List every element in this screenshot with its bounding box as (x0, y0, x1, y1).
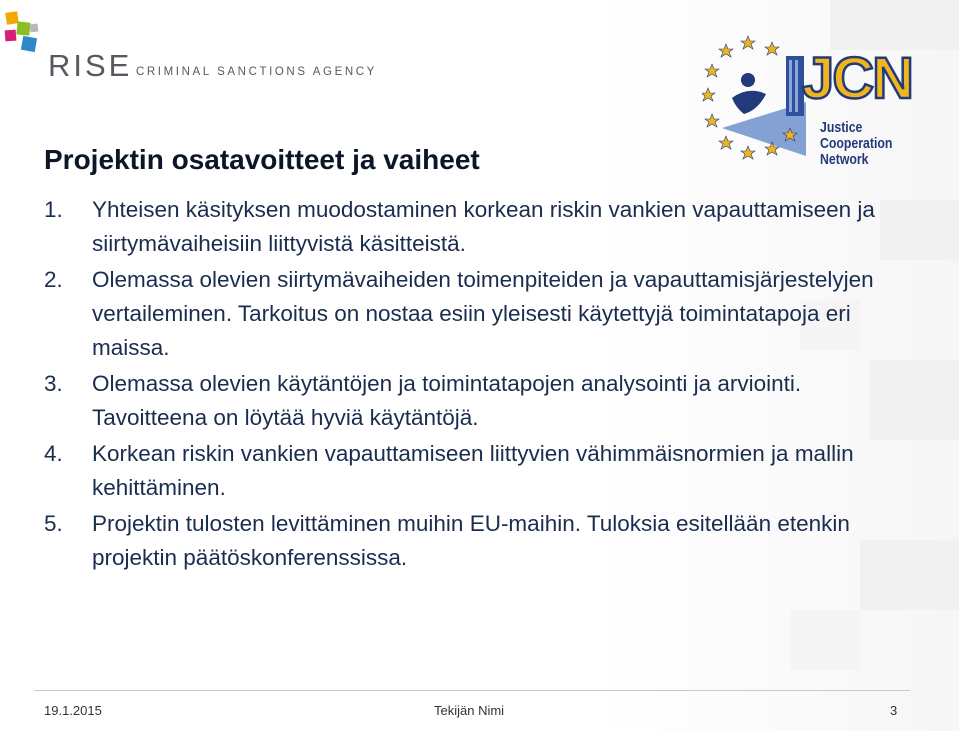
list-item-text: Olemassa olevien siirtymävaiheiden toimenpiteiden ja vapauttamisjärjestelyjen vertaileminen. Tarkoitus on nostaa esiin yleisesti käytettyjä toimintatapoja eri maissa. (92, 267, 874, 360)
list-item-text: Olemassa olevien käytäntöjen ja toimintatapojen analysointi ja arviointi. Tavoitteena on löytää hyviä käytäntöjä. (92, 371, 802, 430)
objectives-list (44, 193, 904, 577)
footer-date: 19.1.2015 (44, 703, 102, 718)
list-item-text: Korkean riskin vankien vapauttamiseen liittyvien vähimmäisnormien ja mallin kehittäminen. (92, 441, 854, 500)
list-item-number: 4. (44, 441, 63, 466)
list-item-text: Projektin tulosten levittäminen muihin EU-maihin. Tuloksia esitellään etenkin projektin päätöskonferenssissa. (92, 511, 850, 570)
jcn-subtitle (820, 120, 892, 168)
list-item-number: 5. (44, 511, 63, 536)
jcn-emblem-icon (702, 32, 812, 180)
list-item-number: 3. (44, 371, 63, 396)
footer-author: Tekijän Nimi (434, 703, 505, 718)
list-item-number: 1. (44, 197, 63, 222)
jcn-logo (702, 32, 922, 180)
list-item (44, 507, 904, 575)
rise-subtitle: CRIMINAL SANCTIONS AGENCY (136, 66, 377, 78)
list-item (44, 193, 904, 261)
jcn-subtitle-line: Cooperation (820, 135, 893, 152)
list-item-number: 2. (44, 267, 63, 292)
list-item (44, 367, 904, 435)
footer-divider (34, 690, 910, 691)
jcn-subtitle-line: Justice (820, 119, 863, 136)
jcn-subtitle-line: Network (820, 151, 869, 168)
rise-wordmark: RISE (48, 48, 133, 83)
rise-logo (4, 8, 377, 83)
jcn-wordmark: JCN (802, 46, 913, 111)
background-square (790, 610, 860, 670)
rise-mark-icon (4, 8, 44, 54)
list-item (44, 263, 904, 365)
page-number: 3 (890, 703, 898, 718)
list-item (44, 437, 904, 505)
slide-title: Projektin osatavoitteet ja vaiheet (44, 144, 480, 175)
list-item-text: Yhteisen käsityksen muodostaminen korkean riskin vankien vapauttamiseen ja siirtymävaiheisiin liittyvistä käsitteistä. (92, 197, 875, 256)
